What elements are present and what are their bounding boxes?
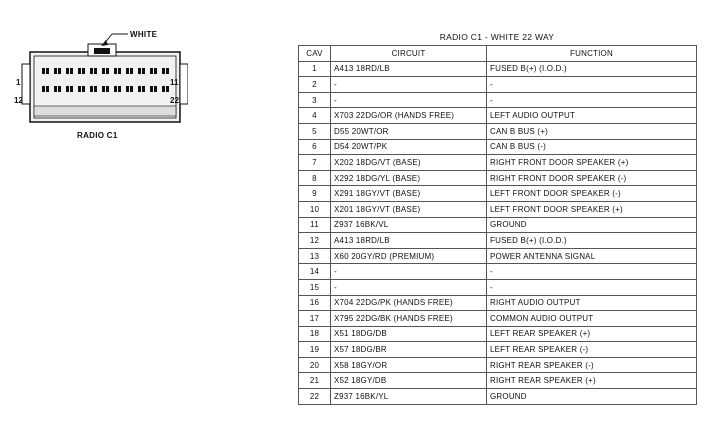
pin-cavity — [102, 68, 105, 74]
cell-circuit: - — [331, 77, 487, 93]
pin-cavity — [138, 86, 141, 92]
header-cav: CAV — [299, 46, 331, 62]
cell-circuit: X60 20GY/RD (PREMIUM) — [331, 248, 487, 264]
cell-cav: 8 — [299, 170, 331, 186]
table-row — [299, 108, 697, 124]
cell-circuit: X52 18GY/DB — [331, 373, 487, 389]
pin-cavity — [118, 68, 121, 74]
table-row — [299, 248, 697, 264]
cell-cav: 9 — [299, 186, 331, 202]
cell-cav: 22 — [299, 389, 331, 405]
pin-cavity — [46, 68, 49, 74]
cell-function: GROUND — [487, 389, 697, 405]
cell-cav: 10 — [299, 201, 331, 217]
connector-drawing — [8, 24, 188, 144]
pin-cavity — [54, 86, 57, 92]
pin-cavity — [154, 68, 157, 74]
cell-function: FUSED B(+) (I.O.D.) — [487, 61, 697, 77]
pin-cavity — [154, 86, 157, 92]
cell-circuit: Z937 16BK/VL — [331, 217, 487, 233]
pin-cavity — [94, 68, 97, 74]
pin-label-1: 1 — [16, 78, 21, 87]
table-row — [299, 155, 697, 171]
cell-function: POWER ANTENNA SIGNAL — [487, 248, 697, 264]
cell-function: FUSED B(+) (I.O.D.) — [487, 233, 697, 249]
cell-cav: 1 — [299, 61, 331, 77]
cell-circuit: D55 20WT/OR — [331, 123, 487, 139]
table-row — [299, 186, 697, 202]
cell-function: RIGHT REAR SPEAKER (-) — [487, 357, 697, 373]
table-row — [299, 217, 697, 233]
header-circuit: CIRCUIT — [331, 46, 487, 62]
pin-cavity — [90, 86, 93, 92]
table-header-row — [299, 46, 697, 62]
cell-function: LEFT AUDIO OUTPUT — [487, 108, 697, 124]
cell-cav: 13 — [299, 248, 331, 264]
pin-cavity — [142, 86, 145, 92]
table-row — [299, 170, 697, 186]
pin-cavity — [90, 68, 93, 74]
cell-cav: 20 — [299, 357, 331, 373]
pin-cavity — [150, 68, 153, 74]
pin-cavity — [126, 86, 129, 92]
cell-function: RIGHT AUDIO OUTPUT — [487, 295, 697, 311]
cell-cav: 17 — [299, 311, 331, 327]
pin-cavity — [138, 68, 141, 74]
cell-function: RIGHT REAR SPEAKER (+) — [487, 373, 697, 389]
cell-cav: 11 — [299, 217, 331, 233]
pin-cavity — [46, 86, 49, 92]
pin-cavity — [54, 68, 57, 74]
cell-circuit: X703 22DG/OR (HANDS FREE) — [331, 108, 487, 124]
connector-title: RADIO C1 — [77, 131, 118, 140]
cell-cav: 6 — [299, 139, 331, 155]
connector-marker-label: WHITE — [130, 30, 158, 39]
table-row — [299, 233, 697, 249]
pin-cavity — [166, 68, 169, 74]
cell-circuit: X57 18DG/BR — [331, 342, 487, 358]
table-row — [299, 139, 697, 155]
table-row — [299, 279, 697, 295]
table-row — [299, 264, 697, 280]
pin-label-11: 11 — [170, 78, 179, 87]
pin-cavity — [106, 68, 109, 74]
table-row — [299, 123, 697, 139]
cell-function: LEFT FRONT DOOR SPEAKER (-) — [487, 186, 697, 202]
cell-cav: 2 — [299, 77, 331, 93]
cell-function: LEFT REAR SPEAKER (+) — [487, 326, 697, 342]
cell-function: CAN B BUS (+) — [487, 123, 697, 139]
cell-circuit: X291 18GY/VT (BASE) — [331, 186, 487, 202]
pin-cavity — [70, 68, 73, 74]
pin-label-22: 22 — [170, 96, 179, 105]
cell-cav: 21 — [299, 373, 331, 389]
cell-circuit: X58 18GY/OR — [331, 357, 487, 373]
table-row — [299, 295, 697, 311]
cell-cav: 4 — [299, 108, 331, 124]
pin-cavity — [66, 86, 69, 92]
cell-circuit: X202 18DG/VT (BASE) — [331, 155, 487, 171]
cell-circuit: X51 18DG/DB — [331, 326, 487, 342]
table-row — [299, 61, 697, 77]
pin-cavity — [162, 86, 165, 92]
pin-cavity — [130, 68, 133, 74]
pin-cavity — [106, 86, 109, 92]
table-row — [299, 77, 697, 93]
pin-cavity — [102, 86, 105, 92]
cell-function: GROUND — [487, 217, 697, 233]
pin-cavity — [162, 68, 165, 74]
pin-cavity — [82, 86, 85, 92]
pin-cavity — [78, 86, 81, 92]
cell-cav: 7 — [299, 155, 331, 171]
cell-function: COMMON AUDIO OUTPUT — [487, 311, 697, 327]
table-row — [299, 342, 697, 358]
cell-function: - — [487, 92, 697, 108]
table-row — [299, 326, 697, 342]
pin-cavity — [118, 86, 121, 92]
pin-cavity — [114, 86, 117, 92]
pin-cavity — [94, 86, 97, 92]
cell-circuit: A413 18RD/LB — [331, 233, 487, 249]
pin-cavity — [82, 68, 85, 74]
cell-cav: 12 — [299, 233, 331, 249]
cell-function: RIGHT FRONT DOOR SPEAKER (-) — [487, 170, 697, 186]
cell-circuit: D54 20WT/PK — [331, 139, 487, 155]
pin-cavity — [142, 68, 145, 74]
cell-circuit: A413 18RD/LB — [331, 61, 487, 77]
table-row — [299, 373, 697, 389]
table-row — [299, 357, 697, 373]
cell-function: CAN B BUS (-) — [487, 139, 697, 155]
table-row — [299, 92, 697, 108]
pin-cavity — [42, 86, 45, 92]
pin-cavity — [70, 86, 73, 92]
pin-cavity — [166, 86, 169, 92]
cell-cav: 15 — [299, 279, 331, 295]
pin-cavity — [150, 86, 153, 92]
pin-cavity — [42, 68, 45, 74]
cell-cav: 5 — [299, 123, 331, 139]
pin-cavity — [66, 68, 69, 74]
cell-circuit: X201 18GY/VT (BASE) — [331, 201, 487, 217]
cell-function: - — [487, 264, 697, 280]
table-row — [299, 389, 697, 405]
cell-circuit: Z937 16BK/YL — [331, 389, 487, 405]
cell-cav: 3 — [299, 92, 331, 108]
pin-cavity — [78, 68, 81, 74]
cell-function: - — [487, 279, 697, 295]
cell-function: RIGHT FRONT DOOR SPEAKER (+) — [487, 155, 697, 171]
pinout-table — [298, 45, 697, 405]
cell-cav: 14 — [299, 264, 331, 280]
cell-circuit: X292 18DG/YL (BASE) — [331, 170, 487, 186]
cell-circuit: - — [331, 264, 487, 280]
header-function: FUNCTION — [487, 46, 697, 62]
cell-circuit: - — [331, 92, 487, 108]
cell-function: LEFT FRONT DOOR SPEAKER (+) — [487, 201, 697, 217]
pin-cavity — [58, 86, 61, 92]
pin-cavity — [114, 68, 117, 74]
cell-function: LEFT REAR SPEAKER (-) — [487, 342, 697, 358]
pin-cavity — [126, 68, 129, 74]
cell-function: - — [487, 77, 697, 93]
cell-cav: 19 — [299, 342, 331, 358]
cell-circuit: - — [331, 279, 487, 295]
cell-circuit: X795 22DG/BK (HANDS FREE) — [331, 311, 487, 327]
cell-cav: 18 — [299, 326, 331, 342]
cell-cav: 16 — [299, 295, 331, 311]
cell-circuit: X704 22DG/PK (HANDS FREE) — [331, 295, 487, 311]
pin-label-12: 12 — [14, 96, 23, 105]
pin-cavity — [58, 68, 61, 74]
table-row — [299, 201, 697, 217]
table-row — [299, 311, 697, 327]
table-title: RADIO C1 - WHITE 22 WAY — [439, 32, 555, 42]
pin-cavity — [130, 86, 133, 92]
